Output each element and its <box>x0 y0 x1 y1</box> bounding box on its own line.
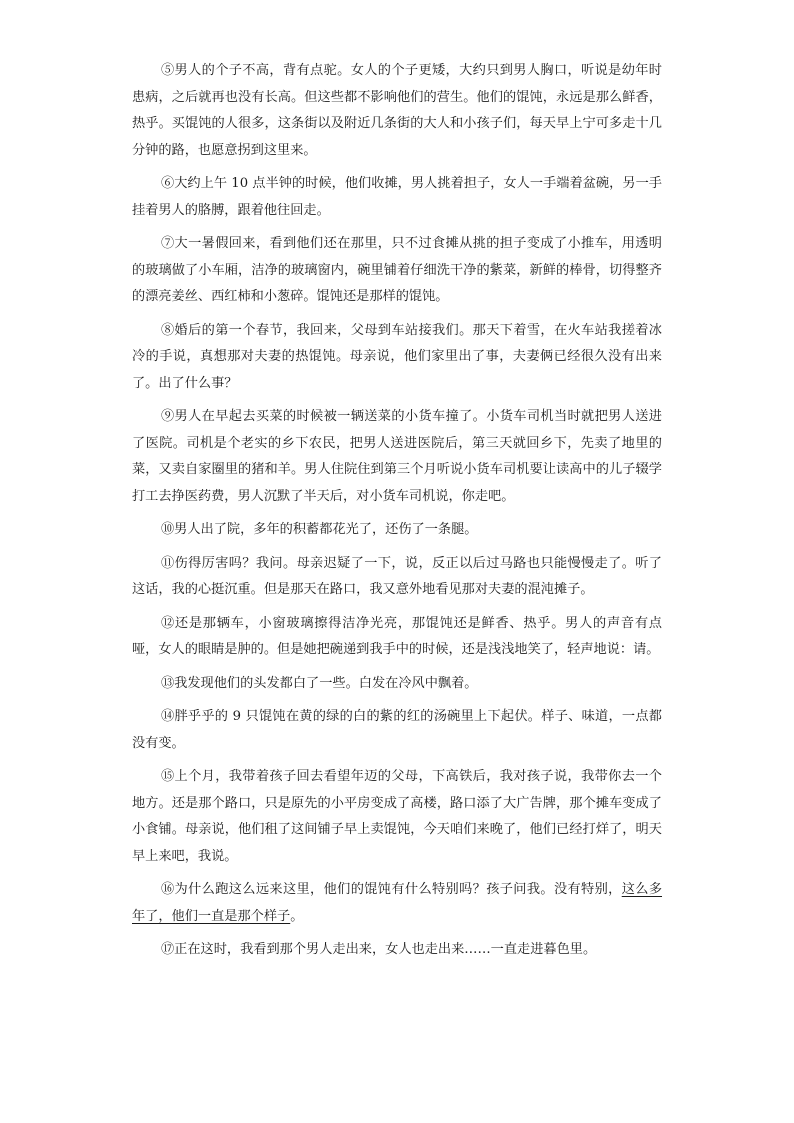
paragraph-text: ⑭胖乎乎的 9 只馄饨在黄的绿的白的紫的红的汤碗里上下起伏。样子、味道，一点都没有变。 <box>132 709 662 751</box>
paragraph-10 <box>132 517 662 544</box>
paragraph-11 <box>132 551 662 604</box>
paragraph-16 <box>132 877 662 930</box>
paragraph-text: ⑮上个月，我带着孩子回去看望年迈的父母，下高铁后，我对孩子说，我带你去一个地方。还是那个路口，只是原先的小平房变成了高楼，路口添了大广告牌，那个摊车变成了小食铺。母亲说，他们租了这间铺子早上卖馄饨，今天咱们来晚了，他们已经打烊了，明天早上来吧，我说。 <box>132 769 662 864</box>
paragraph-text: ⑥大约上午 10 点半钟的时候，他们收摊，男人挑着担子，女人一手端着盆碗，另一手挂着男人的胳膊，跟着他往回走。 <box>132 176 662 218</box>
paragraph-text: ⑩男人出了院，多年的积蓄都花光了，还伤了一条腿。 <box>161 522 478 537</box>
paragraph-text: ⑯为什么跑这么远来这里，他们的馄饨有什么特别吗？孩子问我。没有特别， <box>161 882 622 897</box>
paragraph-6 <box>132 171 662 224</box>
paragraph-5 <box>132 58 662 164</box>
paragraph-text: ⑪伤得厉害吗？我问。母亲迟疑了一下，说，反正以后过马路也只能慢慢走了。听了这话，我的心挺沉重。但是那天在路口，我又意外地看见那对夫妻的混沌摊子。 <box>132 555 662 597</box>
paragraph-text: 。 <box>290 908 304 924</box>
paragraph-7 <box>132 231 662 311</box>
paragraph-12 <box>132 611 662 664</box>
underlined-sentence: 这么多年了，他们一直是那个样子 <box>132 882 663 924</box>
paragraph-17 <box>132 937 662 964</box>
paragraph-text: ⑨男人在早起去买菜的时候被一辆送菜的小货车撞了。小货车司机当时就把男人送进了医院。司机是个老实的乡下农民，把男人送进医院后，第三天就回乡下，先卖了地里的菜，又卖自家圈里的猪和羊。男人住院住到第三个月听说小货车司机要让读高中的儿子辍学打工去挣医药费，男人沉默了半天后，对小货车司机说，你走吧。 <box>132 409 662 504</box>
paragraph-13 <box>132 671 662 698</box>
paragraph-text: ⑫还是那辆车，小窗玻璃擦得洁净光亮，那馄饨还是鲜香、热乎。男人的声音有点哑，女人的眼睛是肿的。但是她把碗递到我手中的时候，还是浅浅地笑了，轻声地说：请。 <box>132 615 662 657</box>
paragraph-text: ⑧婚后的第一个春节，我回来，父母到车站接我们。那天下着雪，在火车站我搓着冰冷的手说，真想那对夫妻的热馄饨。母亲说，他们家里出了事，夫妻俩已经很久没有出来了。出了什么事？ <box>132 322 662 391</box>
paragraph-text: ⑦大一暑假回来，看到他们还在那里，只不过食摊从挑的担子变成了小推车，用透明的玻璃做了小车厢，洁净的玻璃窗内，碗里铺着仔细洗干净的紫菜，新鲜的棒骨，切得整齐的漂亮姜丝、西红柿和小葱碎。馄饨还是那样的馄饨。 <box>132 236 662 304</box>
paragraph-9 <box>132 404 662 510</box>
paragraph-text: ⑰正在这时，我看到那个男人走出来，女人也走出来……一直走进暮色里。 <box>161 942 597 957</box>
paragraph-text: ⑤男人的个子不高，背有点驼。女人的个子更矮，大约只到男人胸口，听说是幼年时患病，之后就再也没有长高。但这些都不影响他们的营生。他们的馄饨，永远是那么鲜香，热乎。买馄饨的人很多，这条街以及附近几条街的大人和小孩子们，每天早上宁可多走十几分钟的路，也愿意拐到这里来。 <box>132 63 662 158</box>
paragraph-text: ⑬我发现他们的头发都白了一些。白发在冷风中飘着。 <box>161 675 478 691</box>
paragraph-15 <box>132 764 662 870</box>
paragraph-14 <box>132 704 662 757</box>
paragraph-8 <box>132 318 662 398</box>
document-page <box>132 58 662 971</box>
